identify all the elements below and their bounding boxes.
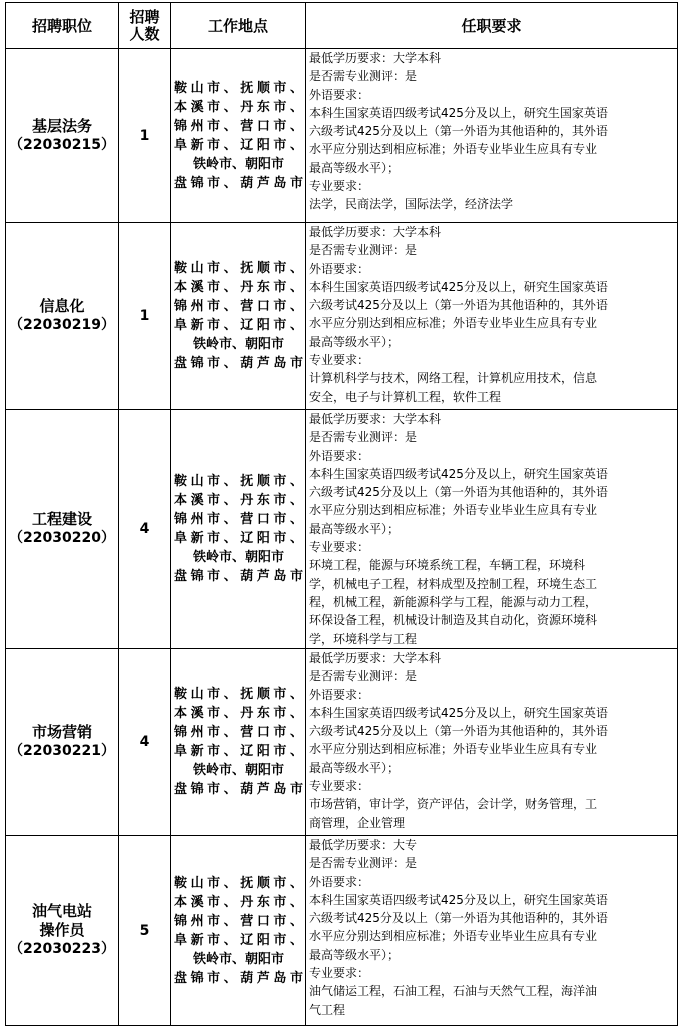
location-cell xyxy=(171,836,306,1026)
requirement-line: 六级考试425分及以上（第一外语为其他语种的，其外语 xyxy=(309,911,608,926)
requirements-cell xyxy=(306,223,678,410)
position-title: 工程建设 xyxy=(31,510,92,528)
headcount-cell: 4 xyxy=(119,410,171,649)
requirement-line: 是否需专业测评：是 xyxy=(309,430,418,445)
requirement-line: 本科生国家英语四级考试425分及以上，研究生国家英语 xyxy=(309,105,608,120)
location-line: 鞍山市、抚顺市、 xyxy=(174,687,303,702)
location-line: 鞍山市、抚顺市、 xyxy=(174,875,303,891)
position-code: （22030221） xyxy=(9,743,115,759)
table-row xyxy=(6,649,678,836)
header-requirements: 任职要求 xyxy=(306,3,678,49)
location-line: 盘锦市、葫芦岛市 xyxy=(174,175,303,191)
location-line: 本溪市、丹东市、 xyxy=(174,99,303,115)
location-line: 锦州市、营口市、 xyxy=(174,118,303,134)
requirement-line: 是否需专业测评：是 xyxy=(309,669,418,684)
header-location: 工作地点 xyxy=(171,3,306,49)
requirement-line: 最高等级水平）； xyxy=(309,760,400,775)
requirement-line: 学，机械电子工程，材料成型及控制工程，环境生态工 xyxy=(309,576,598,591)
requirement-line: 是否需专业测评：是 xyxy=(309,856,418,871)
position-cell xyxy=(6,49,119,223)
requirement-line: 本科生国家英语四级考试425分及以上，研究生国家英语 xyxy=(309,466,608,481)
requirement-line: 最高等级水平）； xyxy=(309,521,400,536)
position-cell xyxy=(6,836,119,1026)
headcount-cell: 4 xyxy=(119,649,171,836)
requirement-line: 水平应分别达到相应标准；外语专业毕业生应具有专业 xyxy=(309,929,598,944)
requirement-line: 专业要求： xyxy=(309,540,370,555)
location-line: 盘锦市、葫芦岛市 xyxy=(174,356,303,371)
requirement-line: 计算机科学与技术，网络工程，计算机应用技术，信息 xyxy=(309,371,598,386)
requirement-line: 最低学历要求：大学本科 xyxy=(309,651,442,665)
requirement-line: 水平应分别达到相应标准；外语专业毕业生应具有专业 xyxy=(309,142,598,157)
requirement-line: 外语要求： xyxy=(309,87,370,102)
requirement-line: 是否需专业测评：是 xyxy=(309,243,418,258)
location-line: 本溪市、丹东市、 xyxy=(174,894,303,910)
requirement-line: 商管理，企业管理 xyxy=(309,815,406,830)
requirement-line: 是否需专业测评：是 xyxy=(309,69,418,84)
location-line: 锦州市、营口市、 xyxy=(174,725,303,740)
location-line: 铁岭市、朝阳市 xyxy=(192,951,284,967)
requirements-cell xyxy=(306,49,678,223)
requirement-line: 本科生国家英语四级考试425分及以上，研究生国家英语 xyxy=(309,892,608,907)
requirement-line: 外语要求： xyxy=(309,261,370,276)
table-row xyxy=(6,836,678,1026)
requirement-line: 程，机械工程，新能源科学与工程，能源与动力工程， xyxy=(309,594,598,609)
location-line: 本溪市、丹东市、 xyxy=(174,493,303,508)
location-cell xyxy=(171,410,306,649)
location-cell xyxy=(171,223,306,410)
location-line: 盘锦市、葫芦岛市 xyxy=(174,970,303,986)
position-code: （22030220） xyxy=(9,530,115,546)
requirement-line: 最低学历要求：大学本科 xyxy=(309,412,442,426)
requirement-line: 市场营销，审计学，资产评估，会计学，财务管理，工 xyxy=(309,797,598,812)
requirement-line: 最高等级水平）； xyxy=(309,160,400,175)
location-line: 阜新市、辽阳市、 xyxy=(174,744,303,759)
requirement-line: 最高等级水平）； xyxy=(309,947,400,962)
requirement-line: 最低学历要求：大专 xyxy=(309,838,418,852)
requirement-line: 环境工程，能源与环境系统工程，车辆工程，环境科 xyxy=(309,558,586,573)
location-line: 阜新市、辽阳市、 xyxy=(174,932,303,948)
location-line: 锦州市、营口市、 xyxy=(174,299,303,314)
table-row xyxy=(6,410,678,649)
requirement-line: 最低学历要求：大学本科 xyxy=(309,51,442,65)
requirements-cell xyxy=(306,836,678,1026)
header-position: 招聘职位 xyxy=(6,3,119,49)
location-cell xyxy=(171,649,306,836)
headcount-cell: 1 xyxy=(119,49,171,223)
position-cell xyxy=(6,223,119,410)
header-row xyxy=(6,3,678,49)
header-count: 招聘 人数 xyxy=(119,3,171,49)
headcount-cell: 5 xyxy=(119,836,171,1026)
requirement-line: 水平应分别达到相应标准；外语专业毕业生应具有专业 xyxy=(309,742,598,757)
position-code: （22030223） xyxy=(9,941,115,957)
table-row xyxy=(6,49,678,223)
location-line: 铁岭市、朝阳市 xyxy=(192,337,284,352)
requirement-line: 安全，电子与计算机工程，软件工程 xyxy=(309,389,502,404)
requirements-cell xyxy=(306,410,678,649)
requirement-line: 外语要求： xyxy=(309,448,370,463)
position-cell xyxy=(6,410,119,649)
requirement-line: 专业要求： xyxy=(309,779,370,794)
location-line: 本溪市、丹东市、 xyxy=(174,706,303,721)
location-line: 鞍山市、抚顺市、 xyxy=(174,474,303,489)
location-line: 锦州市、营口市、 xyxy=(174,913,303,929)
requirements-cell xyxy=(306,649,678,836)
requirement-line: 六级考试425分及以上（第一外语为其他语种的，其外语 xyxy=(309,124,608,139)
requirement-line: 六级考试425分及以上（第一外语为其他语种的，其外语 xyxy=(309,485,608,500)
location-line: 盘锦市、葫芦岛市 xyxy=(174,569,303,584)
location-line: 鞍山市、抚顺市、 xyxy=(174,80,303,96)
requirement-line: 专业要求： xyxy=(309,966,370,981)
requirement-line: 水平应分别达到相应标准；外语专业毕业生应具有专业 xyxy=(309,503,598,518)
requirement-line: 油气储运工程，石油工程，石油与天然气工程，海洋油 xyxy=(309,984,598,999)
position-title: 基层法务 xyxy=(31,116,92,135)
table-row xyxy=(6,223,678,410)
position-cell xyxy=(6,649,119,836)
requirement-line: 学，环境科学与工程 xyxy=(309,631,418,646)
position-code: （22030215） xyxy=(9,136,115,153)
requirement-line: 本科生国家英语四级考试425分及以上，研究生国家英语 xyxy=(309,279,608,294)
location-line: 本溪市、丹东市、 xyxy=(174,280,303,295)
requirement-line: 六级考试425分及以上（第一外语为其他语种的，其外语 xyxy=(309,298,608,313)
requirement-line: 水平应分别达到相应标准；外语专业毕业生应具有专业 xyxy=(309,316,598,331)
requirement-line: 本科生国家英语四级考试425分及以上，研究生国家英语 xyxy=(309,705,608,720)
location-line: 阜新市、辽阳市、 xyxy=(174,137,303,153)
location-line: 盘锦市、葫芦岛市 xyxy=(174,782,303,797)
recruitment-table xyxy=(5,2,678,1026)
location-line: 阜新市、辽阳市、 xyxy=(174,318,303,333)
requirement-line: 环保设备工程，机械设计制造及其自动化，资源环境科 xyxy=(309,613,598,628)
position-title: 信息化 xyxy=(39,297,85,315)
requirement-line: 气工程 xyxy=(309,1002,346,1017)
requirement-line: 专业要求： xyxy=(309,353,370,368)
location-line: 铁岭市、朝阳市 xyxy=(192,550,284,565)
location-cell xyxy=(171,49,306,223)
position-title: 油气电站 操作员 xyxy=(31,902,92,939)
requirement-line: 法学，民商法学，国际法学，经济法学 xyxy=(309,197,514,212)
requirement-line: 外语要求： xyxy=(309,687,370,702)
location-line: 锦州市、营口市、 xyxy=(174,512,303,527)
location-line: 阜新市、辽阳市、 xyxy=(174,531,303,546)
location-line: 铁岭市、朝阳市 xyxy=(192,763,284,778)
requirement-line: 六级考试425分及以上（第一外语为其他语种的，其外语 xyxy=(309,724,608,739)
requirement-line: 最高等级水平）； xyxy=(309,334,400,349)
requirement-line: 外语要求： xyxy=(309,874,370,889)
requirement-line: 最低学历要求：大学本科 xyxy=(309,225,442,239)
headcount-cell: 1 xyxy=(119,223,171,410)
position-code: （22030219） xyxy=(9,317,115,333)
location-line: 铁岭市、朝阳市 xyxy=(192,156,284,172)
requirement-line: 专业要求： xyxy=(309,179,370,194)
location-line: 鞍山市、抚顺市、 xyxy=(174,261,303,276)
position-title: 市场营销 xyxy=(31,723,92,741)
